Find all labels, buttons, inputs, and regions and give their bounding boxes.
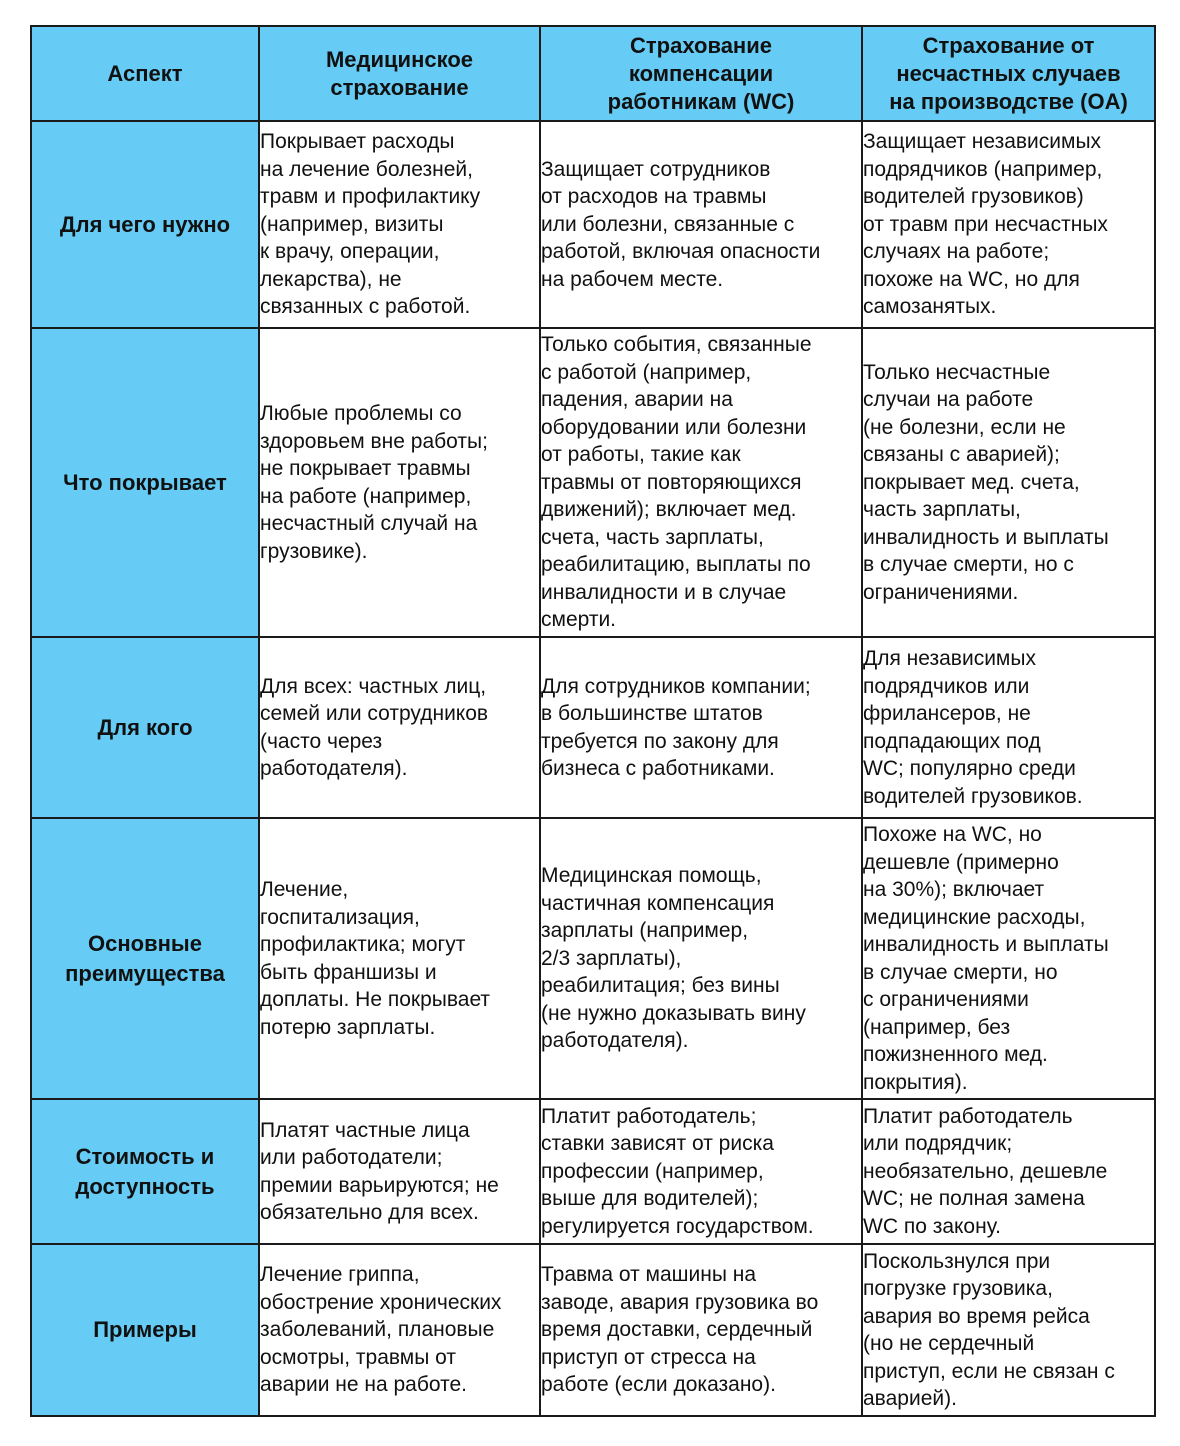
cell-wc: Защищает сотрудников от расходов на травмы или болезни, связанные с работой, включая опасности на рабочем месте. (540, 121, 862, 328)
cell-wc: Для сотрудников компании; в большинстве штатов требуется по закону для бизнеса с работниками. (540, 637, 862, 818)
table-row (31, 328, 1155, 637)
cell-oa: Платит работодатель или подрядчик; необязательно, дешевле WC; не полная замена WC по закону. (862, 1099, 1155, 1244)
header-aspect: Аспект (31, 26, 259, 121)
cell-oa: Только несчастные случаи на работе (не болезни, если не связаны с аварией); покрывает мед. счета, часть зарплаты, инвалидность и выплаты в случае смерти, но с ограничениями. (862, 328, 1155, 637)
table-row (31, 818, 1155, 1099)
cell-oa: Поскользнулся при погрузке грузовика, авария во время рейса (но не сердечный приступ, если не связан с аварией). (862, 1244, 1155, 1416)
cell-wc: Медицинская помощь, частичная компенсация зарплаты (например, 2/3 зарплаты), реабилитация; без вины (не нужно доказывать вину работодателя). (540, 818, 862, 1099)
table-row (31, 637, 1155, 818)
cell-medical: Лечение гриппа, обострение хронических заболеваний, плановые осмотры, травмы от аварии не на работе. (259, 1244, 540, 1416)
table-row (31, 1099, 1155, 1244)
row-aspect-label: Что покрывает (31, 328, 259, 637)
header-row (31, 26, 1155, 121)
row-aspect-label: Основные преимущества (31, 818, 259, 1099)
row-aspect-label: Для кого (31, 637, 259, 818)
header-workers-compensation: Страхование компенсации работникам (WC) (540, 26, 862, 121)
table-row (31, 1244, 1155, 1416)
header-occupational-accident: Страхование от несчастных случаев на производстве (OA) (862, 26, 1155, 121)
cell-medical: Покрывает расходы на лечение болезней, травм и профилактику (например, визиты к врачу, операции, лекарства), не связанных с работой. (259, 121, 540, 328)
cell-medical: Лечение, госпитализация, профилактика; могут быть франшизы и доплаты. Не покрывает потерю зарплаты. (259, 818, 540, 1099)
cell-wc: Травма от машины на заводе, авария грузовика во время доставки, сердечный приступ от стресса на работе (если доказано). (540, 1244, 862, 1416)
cell-oa: Для независимых подрядчиков или фрилансеров, не подпадающих под WC; популярно среди водителей грузовиков. (862, 637, 1155, 818)
row-aspect-label: Стоимость и доступность (31, 1099, 259, 1244)
cell-medical: Любые проблемы со здоровьем вне работы; не покрывает травмы на работе (например, несчастный случай на грузовике). (259, 328, 540, 637)
table-row (31, 121, 1155, 328)
cell-oa: Защищает независимых подрядчиков (например, водителей грузовиков) от травм при несчастных случаях на работе; похоже на WC, но для самозанятых. (862, 121, 1155, 328)
comparison-table (30, 25, 1156, 1417)
cell-wc: Только события, связанные с работой (например, падения, аварии на оборудовании или болезни от работы, такие как травмы от повторяющихся движений); включает мед. счета, часть зарплаты, реабилитацию, выплаты по инвалидности и в случае смерти. (540, 328, 862, 637)
header-medical-insurance: Медицинское страхование (259, 26, 540, 121)
row-aspect-label: Примеры (31, 1244, 259, 1416)
cell-medical: Для всех: частных лиц, семей или сотрудников (часто через работодателя). (259, 637, 540, 818)
cell-medical: Платят частные лица или работодатели; премии варьируются; не обязательно для всех. (259, 1099, 540, 1244)
row-aspect-label: Для чего нужно (31, 121, 259, 328)
cell-oa: Похоже на WC, но дешевле (примерно на 30%); включает медицинские расходы, инвалидность и выплаты в случае смерти, но с ограничениями (например, без пожизненного мед. покрытия). (862, 818, 1155, 1099)
cell-wc: Платит работодатель; ставки зависят от риска профессии (например, выше для водителей); регулируется государством. (540, 1099, 862, 1244)
